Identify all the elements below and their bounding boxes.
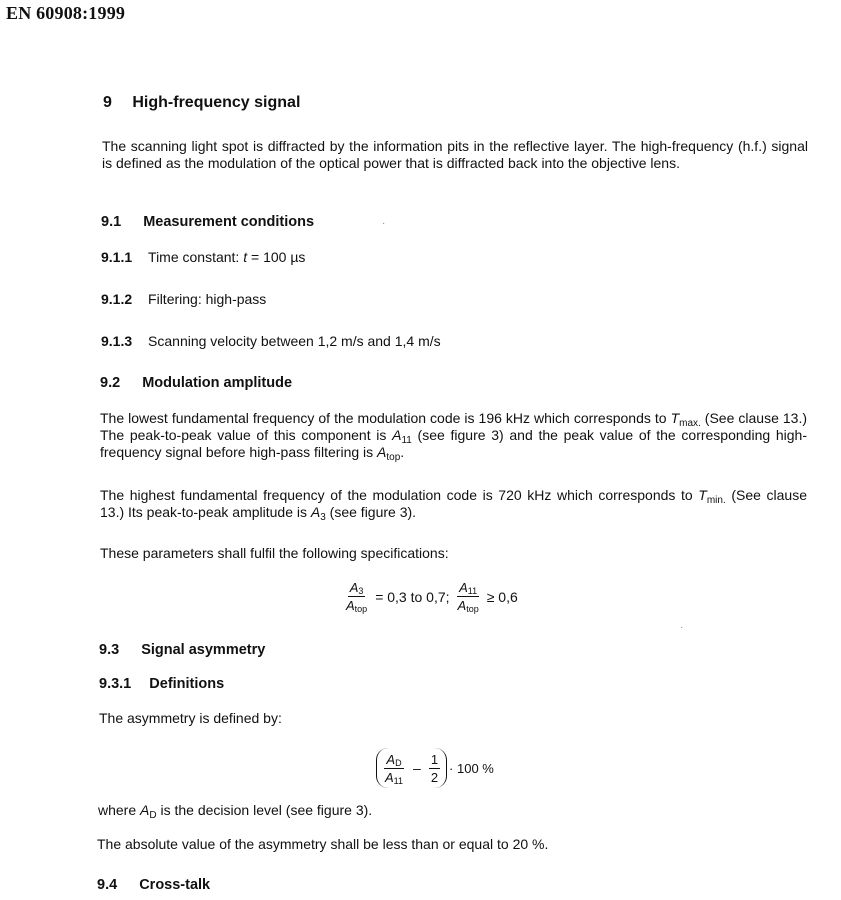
clause-number: 9.1.3	[101, 333, 133, 349]
formula-asymmetry	[376, 748, 494, 788]
numerator-sub: 3	[358, 586, 364, 596]
paragraph-specifications-intro: These parameters shall fulfil the following specifications:	[100, 545, 449, 561]
symbol-sub: max.	[679, 418, 701, 429]
text: The lowest fundamental frequency of the modulation code is 196 kHz which corresponds to	[100, 410, 671, 426]
symbol-t: T	[698, 487, 707, 503]
section-heading	[103, 94, 300, 112]
clause-text: Scanning velocity between 1,2 m/s and 1,4 m/s	[148, 333, 441, 349]
subsection-title: Measurement conditions	[143, 214, 315, 230]
scan-speck: ·	[680, 622, 684, 633]
text: (see figure 3) and the peak value of the corresponding high-frequency signal before high-pass filtering is	[100, 427, 807, 460]
subsection-number: 9.4	[97, 877, 118, 893]
subsection-title: Signal asymmetry	[141, 642, 266, 658]
numerator-sub: 11	[467, 586, 478, 596]
formula-parentheses	[376, 748, 447, 788]
text: where	[98, 802, 141, 818]
symbol-a: A	[392, 427, 402, 443]
clause-number: 9.3.1	[99, 676, 132, 692]
subsection-heading-9-1	[101, 214, 314, 230]
clause-9-1-1	[101, 249, 305, 265]
clause-9-1-2	[101, 291, 266, 307]
numerator: 1	[430, 751, 439, 767]
fraction-a3-atop	[344, 580, 369, 613]
symbol-t: T	[670, 410, 680, 426]
formula-text: · 100 %	[449, 760, 494, 776]
section-title: High-frequency signal	[132, 94, 301, 111]
fraction-one-half	[429, 752, 440, 785]
clause-title: Definitions	[149, 676, 225, 692]
clause-9-1-3	[101, 333, 441, 349]
minus-sign: –	[413, 760, 421, 776]
fraction-a11-atop	[456, 580, 481, 613]
clause-text: Filtering: high-pass	[148, 291, 267, 307]
symbol-sub: 11	[401, 435, 412, 446]
numerator-sub: D	[395, 757, 402, 768]
symbol-sub: D	[149, 810, 157, 821]
paragraph-highest-frequency	[100, 487, 807, 521]
paragraph-decision-level	[98, 802, 373, 821]
text: (See clause 13.) Its peak-to-peak amplitude is	[100, 487, 807, 520]
clause-number: 9.1.2	[101, 291, 133, 307]
symbol-a: A	[140, 802, 150, 818]
denominator: A	[346, 598, 355, 613]
subsection-heading-9-3	[99, 642, 265, 658]
symbol-a: A	[377, 444, 387, 460]
formula-text: ≥ 0,6	[486, 588, 518, 605]
denominator-sub: top	[354, 604, 368, 614]
denominator: A	[385, 769, 394, 785]
paragraph-asymmetry-limit: The absolute value of the asymmetry shall be less than or equal to 20 %.	[97, 836, 549, 852]
fraction-ad-a11	[383, 752, 405, 785]
denominator-sub: 11	[393, 775, 404, 786]
text: is the decision level (see figure 3).	[156, 802, 373, 818]
numerator: A	[459, 580, 468, 595]
subsection-title: Cross-talk	[139, 877, 211, 893]
denominator: 2	[430, 769, 439, 785]
text: .	[400, 444, 405, 460]
numerator: A	[386, 751, 396, 767]
formula-text: = 0,3 to 0,7;	[375, 588, 450, 605]
section-intro-paragraph: The scanning light spot is diffracted by the information pits in the reflective layer. The high-frequency (h.f.) signal is defined as the modulation of the optical power that is diffracted back into the objective lens.	[102, 138, 808, 171]
symbol-a: A	[310, 504, 321, 520]
denominator: A	[457, 598, 467, 613]
subsection-number: 9.1	[101, 214, 122, 230]
subsection-heading-9-4	[97, 877, 210, 893]
numerator: A	[349, 580, 359, 595]
text: (See clause 13.) The peak-to-peak value of this component is	[100, 410, 807, 443]
formula-amplitude-ratio	[344, 580, 518, 613]
document-id: EN 60908:1999	[6, 3, 126, 23]
symbol-sub: 3	[320, 512, 326, 523]
section-number: 9	[103, 94, 112, 111]
text: The highest fundamental frequency of the modulation code is 720 kHz which corresponds to	[100, 487, 699, 503]
scan-speck: ·	[382, 218, 386, 229]
subsection-number: 9.3	[99, 642, 120, 658]
subsection-heading-9-2	[100, 375, 292, 391]
clause-heading-9-3-1	[99, 676, 224, 692]
paragraph-asymmetry-intro: The asymmetry is defined by:	[99, 710, 282, 726]
clause-variable: t	[243, 249, 248, 265]
subsection-number: 9.2	[100, 375, 121, 391]
denominator-sub: top	[466, 604, 479, 614]
clause-text-post: = 100 µs	[247, 249, 306, 265]
clause-text-pre: Time constant:	[148, 249, 244, 265]
text: (see figure 3).	[325, 504, 417, 520]
paragraph-lowest-frequency	[100, 410, 807, 461]
subsection-title: Modulation amplitude	[142, 375, 293, 391]
clause-number: 9.1.1	[101, 249, 133, 265]
symbol-sub: top	[386, 452, 401, 463]
symbol-sub: min.	[706, 495, 726, 506]
